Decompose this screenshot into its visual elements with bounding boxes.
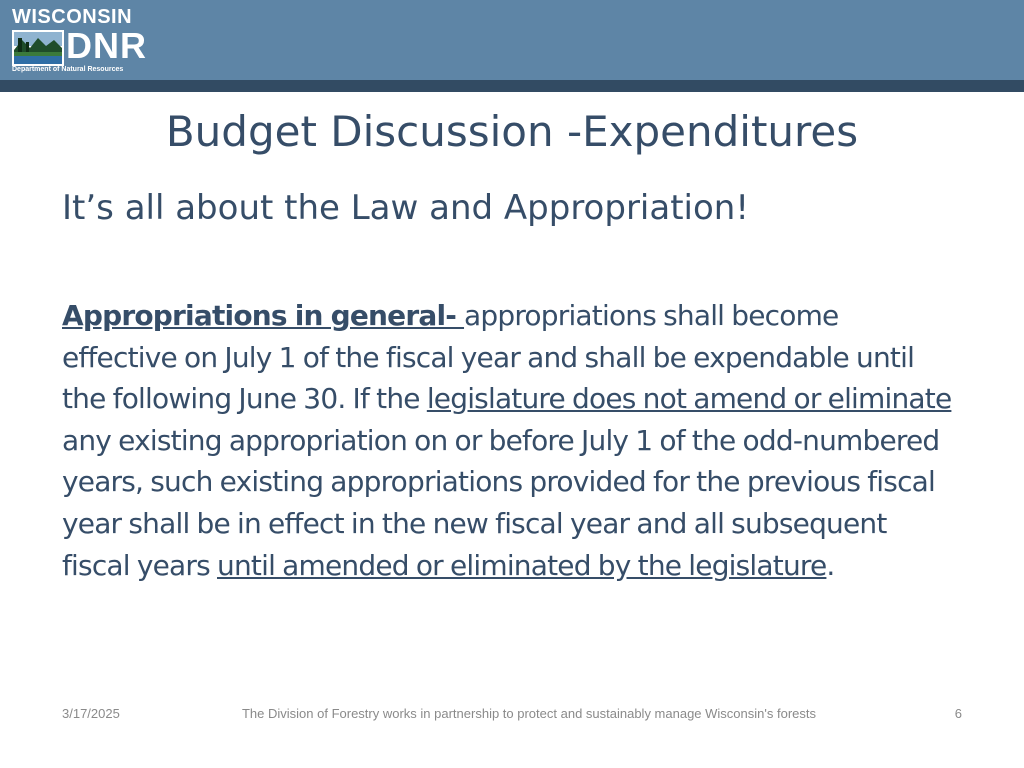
body-text-1: appropriations shall become effective on July 1 of the fiscal year and shall be expendable until the following June 30. If the	[62, 299, 915, 416]
footer-tagline: The Division of Forestry works in partnership to protect and sustainably manage Wisconsin's forests	[241, 706, 816, 721]
body-underline-1: legislature does not amend or eliminate	[426, 382, 952, 416]
body-lead-label: Appropriations in general-	[62, 299, 465, 332]
body-text-2: any existing appropriation on or before July 1 of the odd-numbered years, such existing appropriations provided for the previous fiscal year shall be in effect in the new fiscal year and all subsequent fiscal years	[62, 423, 940, 582]
logo-state-name: WISCONSIN	[12, 6, 133, 28]
wisconsin-dnr-logo	[8, 4, 148, 76]
slide-subtitle: It’s all about the Law and Appropriation!	[62, 188, 749, 228]
logo-department: Department of Natural Resources	[12, 66, 124, 73]
header-bar	[0, 0, 1024, 80]
header-stripe	[0, 80, 1024, 92]
landscape-icon	[12, 30, 64, 66]
logo-abbreviation: DNR	[66, 25, 147, 66]
body-underline-2: until amended or eliminated by the legislature	[217, 548, 827, 582]
slide-title: Budget Discussion -Expenditures	[165, 107, 859, 156]
footer-date: 3/17/2025	[62, 706, 120, 721]
footer-page-number: 6	[954, 706, 962, 721]
body-text-3: .	[826, 548, 835, 582]
slide-body	[62, 295, 952, 586]
